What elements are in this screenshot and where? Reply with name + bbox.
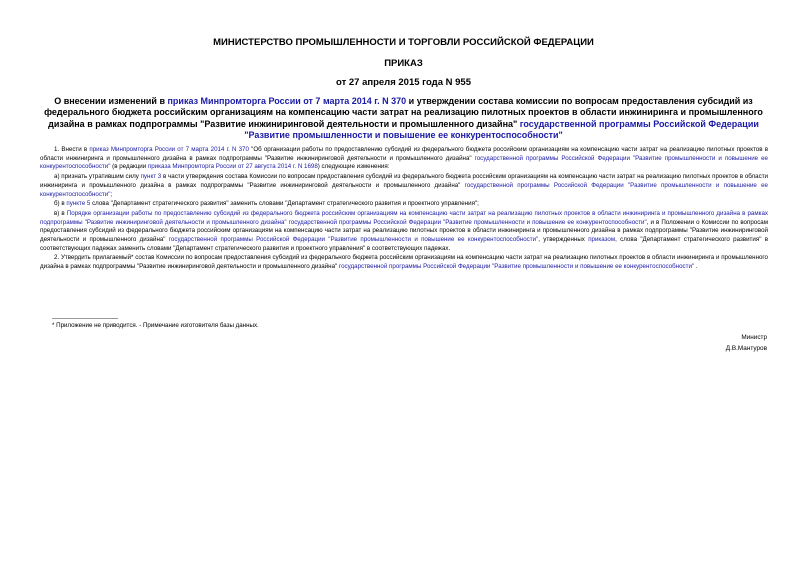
paragraph-b-text-2: слова "Департамент стратегического развития" заменить словами "Департамент стратегического развития и проектного управления"; [90,200,479,208]
paragraph-a-text-3: ; [110,190,113,198]
paragraph-1 [40,146,768,172]
paragraph-1-text-3: (в редакции [110,163,148,171]
paragraph-v-text-2: , и в Положении о Комиссии по вопросам предоставления субсидий из федерального бюджета российским организациям на компенсацию части затрат на реализацию пилотных проектов в области инжиниринга и промышленного дизайна в рамках подпрограммы "Развитие инжиниринговой деятельности и промышленного дизайна" [40,218,768,244]
paragraph-1-text-4: ) следующие изменения: [317,163,390,171]
signature-position: Министр [741,334,767,341]
paragraph-2-text-1: 2. Утвердить прилагаемый* состав Комиссии по вопросам предоставления субсидий из федерального бюджета российским организациям на компенсацию части затрат на реализацию пилотных проектов в области инжиниринга и промышленного дизайна в рамках подпрограммы "Развитие инжиниринговой деятельности и промышленного дизайна" [40,254,768,271]
signature-block [726,332,767,354]
paragraph-v-text-1: в) в [54,209,67,217]
paragraph-v-text-4: , слова "Департамент стратегического развития" в соответствующих падежах заменить словами "Департамент стратегического развития и проектного управления" в соответствующих падежах. [40,236,768,252]
paragraph-a-text-2: в части утверждения состава Комиссии по вопросам предоставления субсидий из федерального бюджета российским организациям на компенсацию части затрат на реализацию пилотных проектов в области инжиниринга и промышленного дизайна в рамках подпрограммы "Развитие инжиниринговой деятельности и промышленного дизайна" [40,173,768,189]
paragraph-b-text-1: б) в [54,200,67,208]
paragraph-1-link-state-program[interactable]: государственной программы Российской Федерации "Развитие промышленности и повышение ее конкурентоспособности" [40,154,769,171]
paragraph-a [40,173,768,199]
paragraph-a-text-1: а) признать утратившим силу [54,173,141,181]
paragraph-b-link-point-5[interactable]: пункте 5 [66,200,91,208]
title-text-1: О внесении изменений в [54,96,168,106]
paragraph-1-text-2: "Об организации работы по предоставлению субсидий из федерального бюджета российским организациям на компенсацию части затрат на реализацию пилотных проектов в области инжиниринга и промышленного дизайна в рамках подпрограммы "Развитие инжиниринговой деятельности и промышленного дизайна" [40,146,768,162]
paragraph-2-text-2: . [694,263,698,271]
footnote-divider [52,318,118,319]
paragraph-a-link-state-program[interactable]: государственной программы Российской Федерации "Развитие промышленности и повышение ее конкурентоспособности" [40,181,768,198]
paragraph-b [40,200,768,209]
paragraph-1-text-1: 1. Внести в [54,146,90,153]
footnote: * Приложение не приводится. - Примечание изготовителя базы данных. [52,322,259,329]
paragraph-v-link-procedure[interactable]: Порядке организации работы по предоставлению субсидий из федерального бюджета российским организациям на компенсацию части затрат на реализацию пилотных проектов в области инжиниринга и промышленного дизайна в рамках подпрограммы "Развитие инжиниринговой деятельности и промышленного дизайна" государственной программы Российской Федерации "Развитие промышленности и повышение ее конкурентоспособности" [40,209,768,226]
paragraph-1-link-order-370[interactable]: приказ Минпромторга России от 7 марта 2014 г. N 370 [89,146,249,153]
document-date-number: от 27 апреля 2015 года N 955 [336,77,471,88]
paragraph-v-link-order[interactable]: приказом [588,236,616,244]
document-title [40,96,767,142]
paragraph-2-link-state-program[interactable]: государственной программы Российской Федерации "Развитие промышленности и повышение ее конкурентоспособности" [338,263,695,271]
paragraph-v [40,210,768,254]
ministry-heading: МИНИСТЕРСТВО ПРОМЫШЛЕННОСТИ И ТОРГОВЛИ РОССИЙСКОЙ ФЕДЕРАЦИИ [213,37,594,48]
paragraph-v-text-3: , утвержденных [538,236,589,244]
document-type-heading: ПРИКАЗ [384,58,423,69]
title-link-order-370[interactable]: приказ Минпромторга России от 7 марта 2014 г. N 370 [167,96,407,106]
document-body [40,146,768,273]
title-text-2: и утверждении состава комиссии по вопросам предоставления субсидий из федерального бюджета российским организациям на компенсацию части затрат на реализацию пилотных проектов в области инжиниринга и промышленного дизайна в рамках подпрограммы "Развитие инжиниринговой деятельности и промышленного дизайна" [44,96,763,129]
paragraph-1-link-order-1698[interactable]: приказа Минпромторга России от 27 августа 2014 г. N 1698 [147,163,318,171]
paragraph-2 [40,254,768,271]
paragraph-v-link-state-program[interactable]: государственной программы Российской Федерации "Развитие промышленности и повышение ее конкурентоспособности" [168,236,539,244]
signature-name: Д.В.Мантуров [725,345,767,352]
title-link-state-program[interactable]: государственной программы Российской Федерации "Развитие промышленности и повышение ее конкурентоспособности" [244,118,759,141]
paragraph-a-link-point-3[interactable]: пункт 3 [140,173,162,181]
